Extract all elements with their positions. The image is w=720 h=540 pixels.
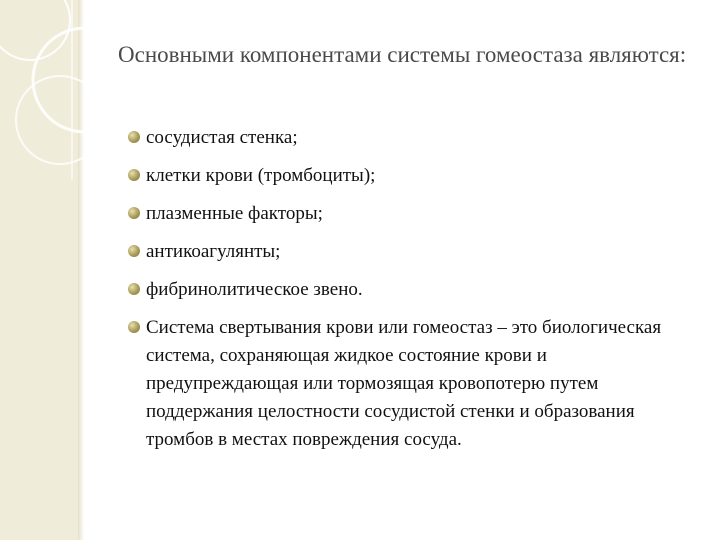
bullet-text: сосудистая стенка; [146, 127, 298, 148]
list-item [128, 314, 688, 454]
list-item [128, 162, 688, 190]
bullet-list [128, 124, 688, 464]
round-bullet-icon [128, 169, 140, 181]
round-bullet-icon [128, 321, 140, 333]
bullet-text: плазменные факторы; [146, 203, 323, 224]
round-bullet-icon [128, 131, 140, 143]
list-item [128, 276, 688, 304]
round-bullet-icon [128, 245, 140, 257]
slide-title: Основными компонентами системы гомеостаза являются: [118, 42, 687, 67]
list-item [128, 238, 688, 266]
round-bullet-icon [128, 207, 140, 219]
bullet-text: антикоагулянты; [146, 241, 281, 262]
list-item [128, 124, 688, 152]
bullet-text: клетки крови (тромбоциты); [146, 165, 376, 186]
round-bullet-icon [128, 283, 140, 295]
bullet-text: фибринолитическое звено. [146, 279, 363, 300]
bullet-text: Система свертывания крови или гомеостаз – это биологическая система, сохраняющая жидкое состояние крови и предупреждающая или тормозящая кровопотерю путем поддержания целостности сосудистой стенки и образования тромбов в местах повреждения сосуда. [146, 317, 662, 450]
list-item [128, 200, 688, 228]
